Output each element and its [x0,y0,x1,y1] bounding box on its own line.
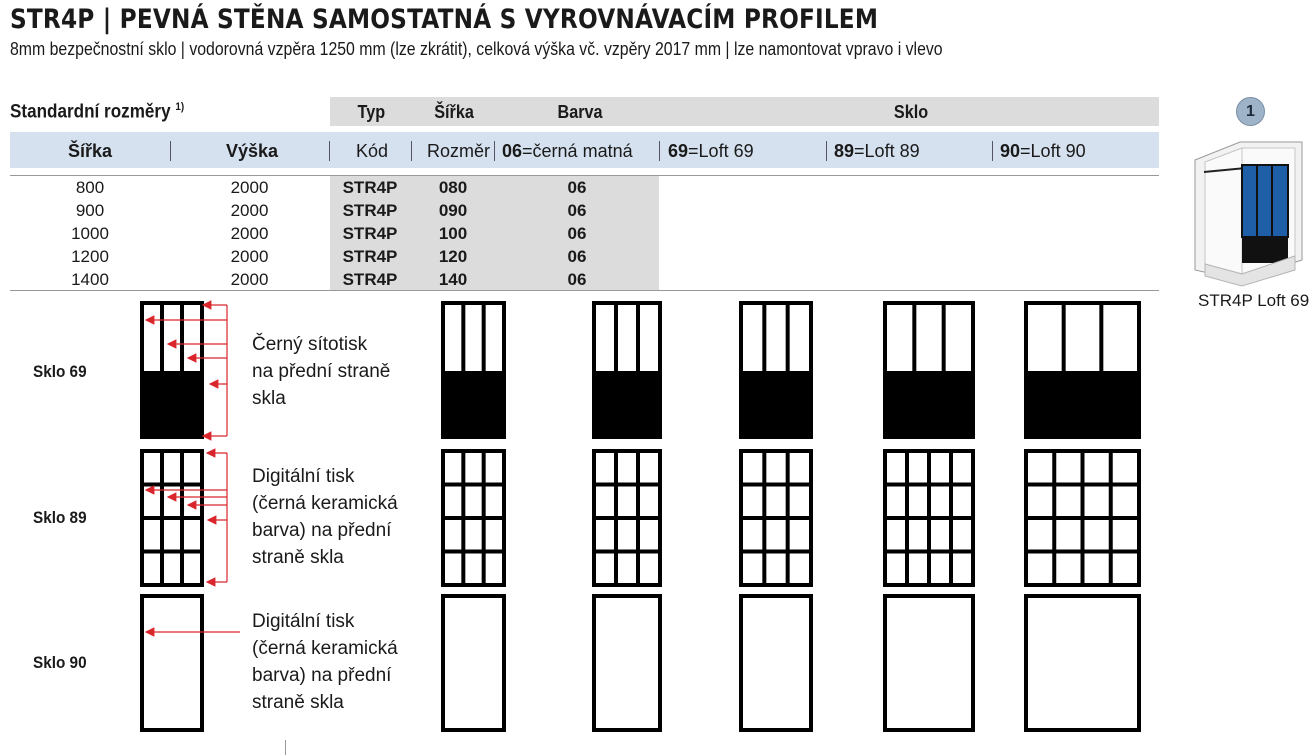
table-cell-kod: STR4P [342,247,398,266]
table-cell-rozmer: 090 [438,201,468,220]
table-cell-barva: 06 [567,270,587,289]
table-cell-sirka: 800 [75,178,105,197]
col-glass-69: 69=Loft 69 [668,141,754,161]
table-cell-sirka: 1400 [71,270,109,289]
table-cell-rozmer: 080 [438,178,468,197]
product-image-caption: STR4P Loft 69 [1198,291,1310,310]
glass-description-line: na přední straně [252,361,391,382]
header-sklo: Sklo [893,102,929,122]
col-barva: 06=černá matná [502,141,633,161]
panel-loft-89 [443,451,504,585]
table-cell-vyska: 2000 [230,247,269,266]
panel-loft-89 [1026,451,1139,585]
table-cell-vyska: 2000 [230,201,269,220]
table-cell-vyska: 2000 [230,224,269,243]
col-vyska: Výška [226,141,279,161]
glass-description-line: Digitální tisk [252,611,355,632]
table-cell-vyska: 2000 [230,270,269,289]
col-rozmer: Rozměr [427,141,491,161]
glass-label: Sklo 89 [33,508,87,527]
table-cell-kod: STR4P [342,270,398,289]
glass-label: Sklo 90 [33,653,87,672]
panel-loft-89 [142,451,202,585]
header-sirka: Šířka [434,102,474,122]
panel-loft-89 [885,451,973,585]
table-cell-kod: STR4P [342,224,398,243]
panel-loft-90 [1026,596,1139,730]
table-cell-rozmer: 140 [438,270,468,289]
table-cell-vyska: 2000 [230,178,269,197]
table-cell-barva: 06 [567,178,587,197]
table-cell-kod: STR4P [342,201,398,220]
footnote-marker: 1) [175,101,185,113]
panel-loft-90 [885,596,973,730]
glass-description-line: Černý sítotisk [252,334,368,355]
col-glass-90: 90=Loft 90 [1000,141,1086,161]
glass-description-line: (černá keramická [252,493,398,514]
header-typ: Typ [357,102,386,122]
panel-loft-69 [741,303,811,437]
glass-description-line: barva) na přední [252,520,392,541]
table-cell-kod: STR4P [342,178,398,197]
glass-description [252,331,390,412]
panel-loft-89 [594,451,660,585]
table-cell-sirka: 1000 [71,224,109,243]
table-cell-sirka: 900 [75,201,105,220]
glass-description-line: skla [252,388,286,409]
panel-loft-89 [741,451,811,585]
glass-description-line: Digitální tisk [252,466,355,487]
table-cell-barva: 06 [567,224,587,243]
page-subtitle: 8mm bezpečnostní sklo | vodorovná vzpěra 1250 mm (lze zkrátit), celková výška vč. vzpěry 2017 mm | lze namontovat vpravo i vlevo [10,39,943,59]
shower-product-image [1190,130,1305,290]
glass-label: Sklo 69 [33,362,87,381]
table-cell-rozmer: 120 [438,247,468,266]
table-cell-sirka: 1200 [71,247,109,266]
table-cell-barva: 06 [567,201,587,220]
col-kod: Kód [356,141,389,161]
table-cell-barva: 06 [567,247,587,266]
panel-loft-69 [885,303,973,437]
glass-description-line: barva) na přední [252,665,392,686]
glass-description [252,463,398,571]
panel-loft-69 [443,303,504,437]
panel-loft-69 [594,303,660,437]
panel-loft-90 [741,596,811,730]
glass-description-line: straně skla [252,547,344,568]
product-badge: 1 [1236,97,1265,126]
glass-description-line: straně skla [252,692,344,713]
table-cell-rozmer: 100 [438,224,468,243]
panel-loft-90 [443,596,504,730]
panel-loft-90 [594,596,660,730]
col-sirka: Šířka [68,141,113,161]
glass-description-line: (černá keramická [252,638,398,659]
panel-loft-69 [1026,303,1139,437]
col-glass-89: 89=Loft 89 [834,141,920,161]
footer-divider [285,740,286,755]
header-barva: Barva [557,102,603,122]
panel-loft-90 [142,596,202,730]
panel-loft-69 [142,303,202,437]
glass-description [252,608,398,716]
standard-dimensions-label: Standardní rozměry $^{1)}$ [10,101,185,123]
page-title: STR4P | PEVNÁ STĚNA SAMOSTATNÁ S VYROVNÁVACÍM PROFILEM [10,4,879,35]
